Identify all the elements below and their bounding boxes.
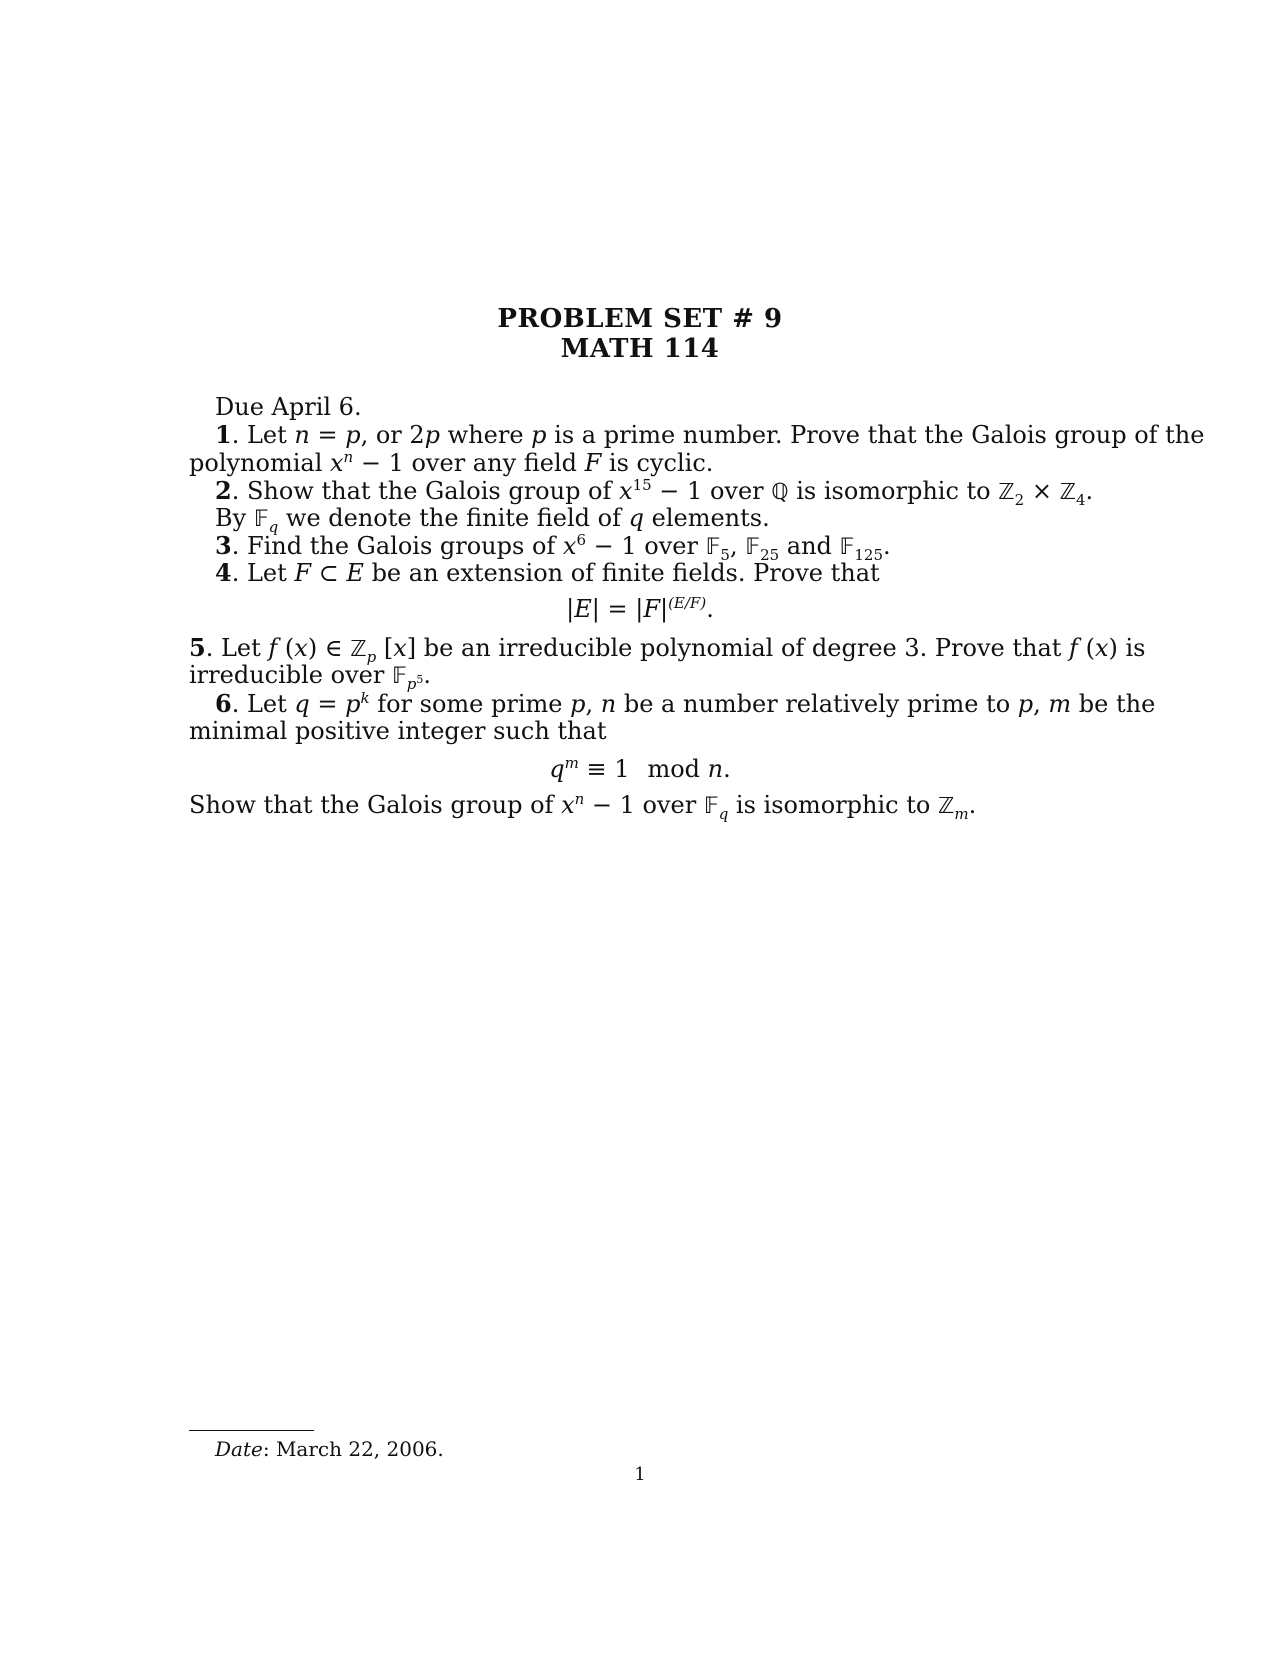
problem-1-line-1: 1. Let n = p, or 2p where p is a prime number. Prove that the Galois group of the	[215, 420, 1205, 449]
problem-3-line: 3. Find the Galois groups of $x^6 - 1$ over 𝔽$_5$, 𝔽$_{25}$ and 𝔽$_{125}$.	[215, 531, 891, 564]
course-title: MATH 114	[560, 334, 720, 364]
problem-5-line-1: 5. Let f (x) ∈ ℤ$_p$ [x] be an irreducible polynomial of degree 3. Prove that f (x) is	[189, 633, 1146, 666]
problem-2-line: 2. Show that the Galois group of $x^{15} - 1$ over ℚ is isomorphic to ℤ$_2$ × ℤ$_4$.	[215, 476, 1094, 509]
footnote-date: Date: March 22, 2006.	[215, 1437, 444, 1461]
problem-set-title: PROBLEM SET # 9	[497, 304, 783, 334]
page-number: 1	[634, 1464, 646, 1485]
problem-6-equation: $q^m \equiv 1$ mod n.	[549, 754, 731, 783]
footnote-rule	[189, 1430, 314, 1431]
finite-field-definition: By 𝔽$_q$ we denote the finite field of q elements.	[215, 504, 770, 536]
problem-4-line: 4. Let F ⊂ E be an extension of finite fields. Prove that	[215, 558, 880, 587]
problem-6-conclusion: Show that the Galois group of $x^n - 1$ over 𝔽$_q$ is isomorphic to ℤ$_m$.	[189, 790, 977, 823]
due-date-line: Due April 6.	[215, 393, 362, 421]
problem-4-equation: $|E| = |F|^{(E/F)}$.	[566, 594, 714, 623]
problem-6-line-2: minimal positive integer such that	[189, 717, 607, 745]
problem-1-line-2: polynomial $x^n - 1$ over any field F is cyclic.	[189, 448, 714, 477]
problem-5-line-2: irreducible over 𝔽$_{p^5}$.	[189, 661, 432, 693]
problem-6-line-1: 6. Let $q = p^k$ for some prime p, n be a number relatively prime to p, m be the	[215, 689, 1156, 718]
